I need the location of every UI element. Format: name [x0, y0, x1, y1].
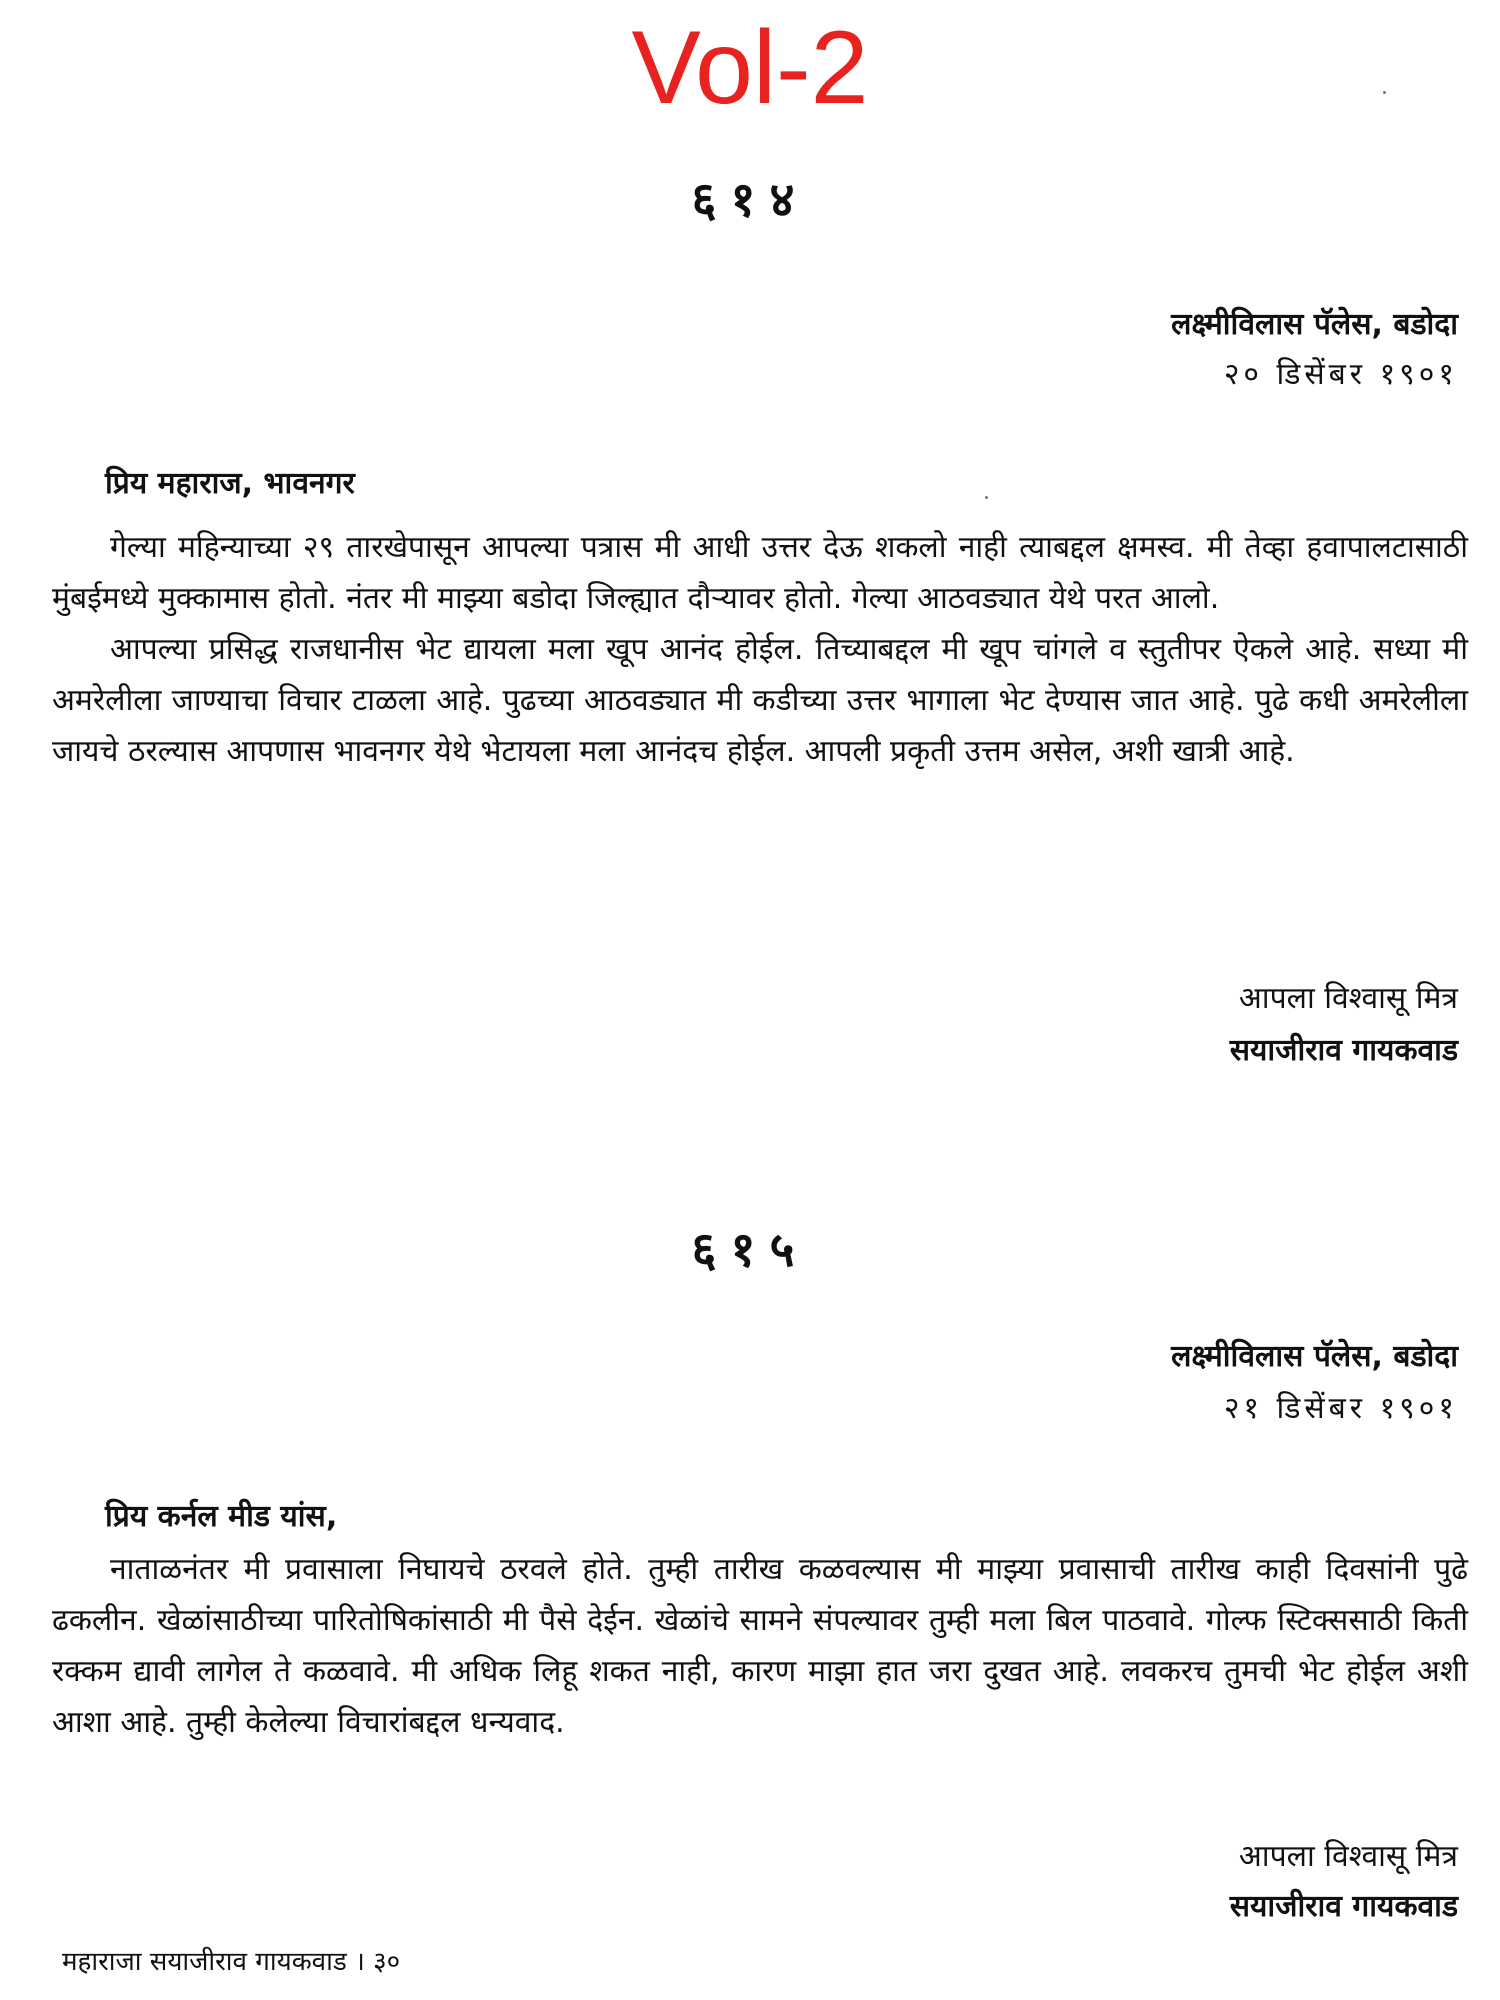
letter-salutation: प्रिय कर्नल मीड यांस,	[105, 1499, 338, 1534]
letter-number: ६१४	[691, 172, 809, 228]
letter-place: लक्ष्मीविलास पॅलेस, बडोदा	[1171, 307, 1458, 342]
letter-closing: आपला विश्वासू मित्र	[1238, 1839, 1458, 1874]
scan-speck	[985, 496, 988, 499]
letter-paragraph: आपल्या प्रसिद्ध राजधानीस भेट द्यायला मला खूप आनंद होईल. तिच्याबद्दल मी खूप चांगले व स्तुतीपर ऐकले आहे. सध्या मी अमरेलीला जाण्याचा विचार टाळला आहे. पुढच्या आठवड्यात मी कडीच्या उत्तर भागाला भेट देण्यास जात आहे. पुढे कधी अमरेलीला जायचे ठरल्यास आपणास भावनगर येथे भेटायला मला आनंदच होईल. आपली प्रकृती उत्तम असेल, अशी खात्री आहे.	[52, 632, 1468, 769]
letter-date: २० डिसेंबर १९०१	[1223, 357, 1458, 392]
letter-paragraph: गेल्या महिन्याच्या २९ तारखेपासून आपल्या पत्रास मी आधी उत्तर देऊ शकलो नाही त्याबद्दल क्षमस्व. मी तेव्हा हवापालटासाठी मुंबईमध्ये मुक्कामास होतो. नंतर मी माझ्या बडोदा जिल्ह्यात दौऱ्यावर होतो. गेल्या आठवड्यात येथे परत आलो.	[52, 530, 1468, 616]
letter-date: २१ डिसेंबर १९०१	[1223, 1391, 1458, 1426]
letter-place: लक्ष्मीविलास पॅलेस, बडोदा	[1171, 1339, 1458, 1374]
letter-signature: सयाजीराव गायकवाड	[1229, 1033, 1458, 1068]
letter-closing: आपला विश्वासू मित्र	[1238, 981, 1458, 1016]
letter-body	[52, 522, 1468, 777]
scan-speck	[1383, 91, 1386, 94]
letter-signature: सयाजीराव गायकवाड	[1229, 1889, 1458, 1924]
letter-body	[52, 1544, 1468, 1748]
letter-number: ६१५	[691, 1222, 809, 1278]
letter-paragraph: नाताळनंतर मी प्रवासाला निघायचे ठरवले होते. तुम्ही तारीख कळवल्यास मी माझ्या प्रवासाची तारीख काही दिवसांनी पुढे ढकलीन. खेळांसाठीच्या पारितोषिकांसाठी मी पैसे देईन. खेळांचे सामने संपल्यावर तुम्ही मला बिल पाठवावे. गोल्फ स्टिक्ससाठी किती रक्कम द्यावी लागेल ते कळवावे. मी अधिक लिहू शकत नाही, कारण माझा हात जरा दुखत आहे. लवकरच तुमची भेट होईल अशी आशा आहे. तुम्ही केलेल्या विचारांबद्दल धन्यवाद.	[52, 1552, 1468, 1740]
volume-label: Vol-2	[631, 10, 869, 126]
page-footer: महाराजा सयाजीराव गायकवाड । ३०	[62, 1947, 401, 1977]
letter-salutation: प्रिय महाराज, भावनगर	[105, 466, 355, 501]
